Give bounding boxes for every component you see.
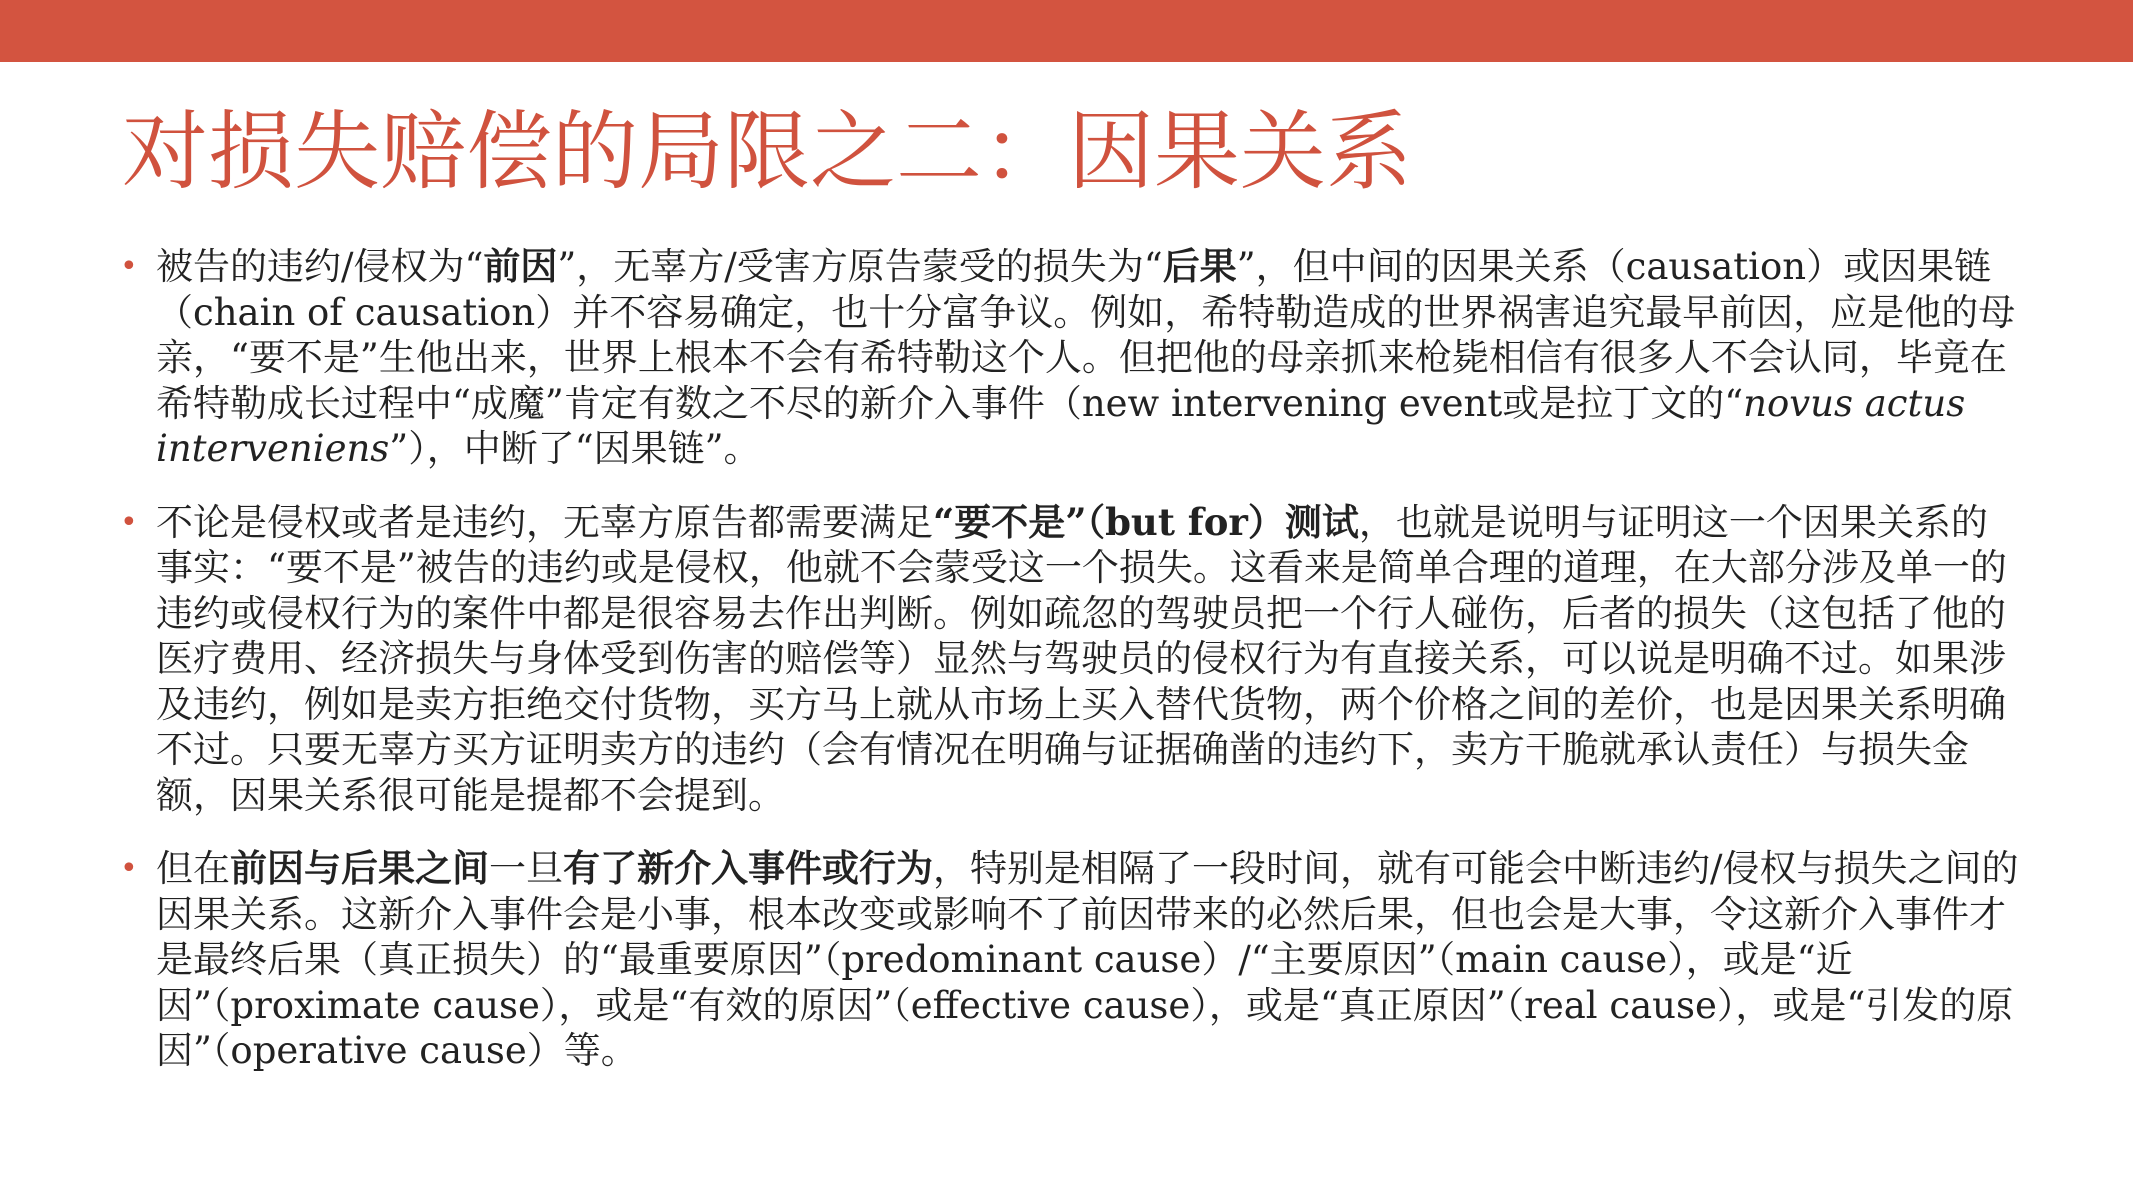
bold-run: 后果 [1162, 244, 1237, 288]
text-run: ，特别是相隔了一段时间，就有可能会中断违约/侵权与损失之间的因果关系。这新介入事件会是小事，根本改变或影响不了前因带来的必然后果，但也会是大事，令这新介入事件才是最终后果（真正损失）的“最重要原因”（predominant cause）/“主要原因”（main cause），或是“近因”（proximate cause），或是“有效的原因”（effective cause），或是“真正原因”（real cause），或是“引发的原因”（operative cause）等。 [156, 847, 2019, 1072]
text-run: 一旦 [489, 847, 563, 890]
bold-run: “要不是”（but for）测试 [933, 499, 1359, 544]
bullet-text [156, 245, 2015, 470]
slide-title: 对损失赔偿的局限之二：因果关系 [122, 102, 1412, 202]
bullet-item [120, 500, 2020, 819]
text-run: ”，无辜方/受害方原告蒙受的损失为“ [557, 245, 1163, 288]
text-run: 被告的违约/侵权为“ [156, 245, 484, 288]
text-run: ，也就是说明与证明这一个因果关系的事实：“要不是”被告的违约或是侵权，他就不会蒙受这一个损失。这看来是简单合理的道理，在大部分涉及单一的违约或侵权行为的案件中都是很容易去作出判断。例如疏忽的驾驶员把一个行人碰伤，后者的损失（这包括了他的医疗费用、经济损失与身体受到伤害的赔偿等）显然与驾驶员的侵权行为有直接关系，可以说是明确不过。如果涉及违约，例如是卖方拒绝交付货物，买方马上就从市场上买入替代货物，两个价格之间的差价，也是因果关系明确不过。只要无辜方买方证明卖方的违约（会有情况在明确与证据确凿的违约下，卖方干脆就承认责任）与损失金额，因果关系很可能是提都不会提到。 [156, 500, 2007, 817]
text-run: ”，但中间的因果关系（causation）或因果链（chain of causation）并不容易确定，也十分富争议。例如，希特勒造成的世界祸害追究最早前因，应是他的母亲，“要不是”生他出来，世界上根本不会有希特勒这个人。但把他的母亲抓来枪毙相信有很多人不会认同，毕竟在希特勒成长过程中“成魔”肯定有数之不尽的新介入事件（new intervening event或是拉丁文的“ [156, 245, 2016, 425]
bold-run: 前因 [483, 244, 558, 288]
bullet-dot-icon: • [120, 504, 138, 540]
bullet-dot-icon: • [120, 851, 138, 886]
bold-run: 有了新介入事件或行为 [563, 846, 933, 890]
bullet-text [156, 847, 2018, 1072]
text-run: 但在 [156, 847, 230, 890]
bullet-list [120, 244, 2020, 1102]
top-accent-bar [0, 0, 2133, 62]
text-run: 不论是侵权或者是违约，无辜方原告都需要满足 [156, 500, 933, 544]
bullet-item [120, 846, 2020, 1074]
bullet-item [120, 244, 2020, 472]
text-run: ”），中断了“因果链”。 [389, 427, 761, 470]
italic-run: novus actus interveniens [156, 381, 1966, 470]
bullet-text [156, 501, 2007, 817]
bullet-dot-icon: • [120, 249, 138, 284]
bold-run: 前因与后果之间 [230, 846, 489, 890]
